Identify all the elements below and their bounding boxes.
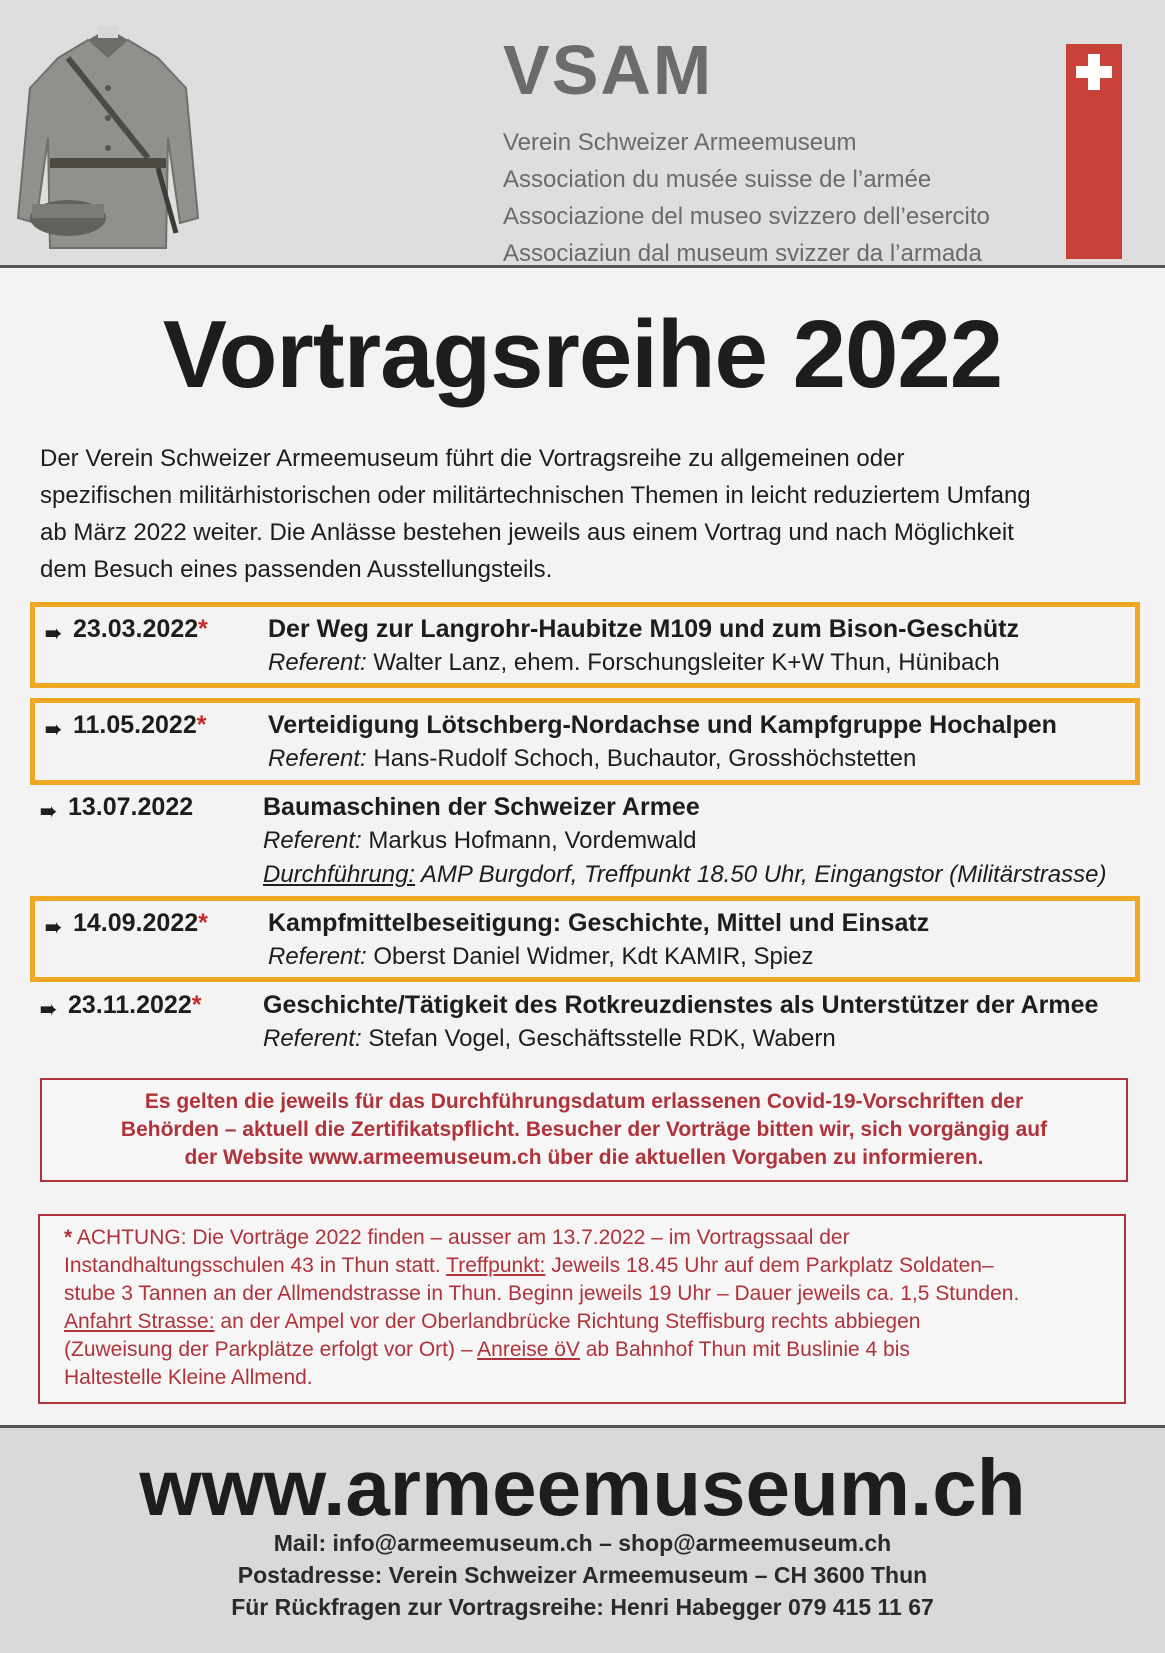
association-names xyxy=(503,124,990,272)
achtung-line: Anfahrt Strasse: an der Ampel vor der Oberlandbrücke Richtung Steffisburg rechts abbiegen xyxy=(64,1310,921,1333)
header xyxy=(0,0,1165,268)
event-location: Durchführung: AMP Burgdorf, Treffpunkt 18.50 Uhr, Eingangstor (Militärstrasse) xyxy=(263,861,1107,888)
website-url: www.armeemuseum.ch xyxy=(139,1443,1026,1532)
event-title: Der Weg zur Langrohr-Haubitze M109 und zum Bison-Geschütz xyxy=(268,615,1019,643)
contact-line: Für Rückfragen zur Vortragsreihe: Henri Habegger 079 415 11 67 xyxy=(231,1594,934,1620)
intro-line: dem Besuch eines passenden Ausstellungsteils. xyxy=(40,556,553,583)
event-item xyxy=(30,698,1140,785)
association-line-de: Verein Schweizer Armeemuseum xyxy=(503,129,857,156)
arrow-icon: ➠ xyxy=(45,917,62,939)
achtung-line: (Zuweisung der Parkplätze erfolgt vor Ort) – Anreise öV ab Bahnhof Thun mit Buslinie 4 bis xyxy=(64,1338,910,1361)
uniform-image xyxy=(8,18,208,258)
intro-text xyxy=(40,440,1130,588)
event-speaker: Referent: Markus Hofmann, Vordemwald xyxy=(263,827,697,854)
achtung-notice xyxy=(38,1214,1126,1404)
covid-line: Behörden – aktuell die Zertifikatspflicht. Besucher der Vorträge bitten wir, sich vorgängig auf xyxy=(120,1118,1048,1141)
footer xyxy=(0,1425,1165,1653)
event-date: 13.07.2022 xyxy=(68,793,194,821)
event-date: 11.05.2022* xyxy=(73,711,207,739)
intro-line: Der Verein Schweizer Armeemuseum führt die Vortragsreihe zu allgemeinen oder xyxy=(40,445,905,472)
covid-line: Es gelten die jeweils für das Durchführungsdatum erlassenen Covid-19-Vorschriften der xyxy=(144,1090,1024,1113)
event-title: Geschichte/Tätigkeit des Rotkreuzdienstes als Unterstützer der Armee xyxy=(263,991,1099,1019)
covid-line: der Website www.armeemuseum.ch über die aktuellen Vorgaben zu informieren. xyxy=(184,1146,984,1169)
intro-line: spezifischen militärhistorischen oder militärtechnischen Themen in leicht reduziertem Umfang xyxy=(40,482,1031,509)
event-title: Verteidigung Lötschberg-Nordachse und Kampfgruppe Hochalpen xyxy=(268,711,1057,739)
intro-line: ab März 2022 weiter. Die Anlässe bestehen jeweils aus einem Vortrag und nach Möglichkeit xyxy=(40,519,1014,546)
event-date: 14.09.2022* xyxy=(73,909,208,937)
swiss-flag-icon xyxy=(1066,44,1122,259)
association-line-fr: Association du musée suisse de l’armée xyxy=(503,166,932,193)
event-item xyxy=(30,785,1140,895)
event-speaker: Referent: Walter Lanz, ehem. Forschungsleiter K+W Thun, Hünibach xyxy=(268,649,1000,676)
mail-line: Mail: info@armeemuseum.ch – shop@armeemuseum.ch xyxy=(273,1530,892,1556)
achtung-line: stube 3 Tannen an der Allmendstrasse in Thun. Beginn jeweils 19 Uhr – Dauer jeweils ca. 1,5 Stunden. xyxy=(64,1282,1020,1305)
arrow-icon: ➠ xyxy=(40,801,57,823)
page-title: Vortragsreihe 2022 xyxy=(162,301,1003,408)
arrow-icon: ➠ xyxy=(45,623,62,645)
event-date: 23.03.2022* xyxy=(73,615,208,643)
covid-notice xyxy=(40,1078,1128,1182)
achtung-line: Instandhaltungsschulen 43 in Thun statt. Treffpunkt: Jeweils 18.45 Uhr auf dem Parkplatz Soldaten– xyxy=(64,1254,994,1277)
postal-address: Postadresse: Verein Schweizer Armeemuseum – CH 3600 Thun xyxy=(237,1562,928,1588)
event-item xyxy=(30,602,1140,688)
event-item xyxy=(30,983,1140,1063)
event-title: Kampfmittelbeseitigung: Geschichte, Mittel und Einsatz xyxy=(268,909,930,937)
association-line-rm: Associaziun dal museum svizzer da l’armada xyxy=(503,240,982,267)
event-speaker: Referent: Oberst Daniel Widmer, Kdt KAMIR, Spiez xyxy=(268,943,814,970)
achtung-line: * ACHTUNG: Die Vorträge 2022 finden – ausser am 13.7.2022 – im Vortragssaal der xyxy=(64,1226,850,1249)
arrow-icon: ➠ xyxy=(45,719,62,741)
event-title: Baumaschinen der Schweizer Armee xyxy=(263,793,700,821)
association-line-it: Associazione del museo svizzero dell’esercito xyxy=(503,203,990,230)
achtung-line: Haltestelle Kleine Allmend. xyxy=(64,1366,313,1389)
event-speaker: Referent: Stefan Vogel, Geschäftsstelle RDK, Wabern xyxy=(263,1025,836,1052)
arrow-icon: ➠ xyxy=(40,999,57,1021)
vsam-logo: VSAM xyxy=(503,31,714,109)
event-speaker: Referent: Hans-Rudolf Schoch, Buchautor, Grosshöchstetten xyxy=(268,745,917,772)
event-item xyxy=(30,896,1140,982)
event-date: 23.11.2022* xyxy=(68,991,202,1019)
